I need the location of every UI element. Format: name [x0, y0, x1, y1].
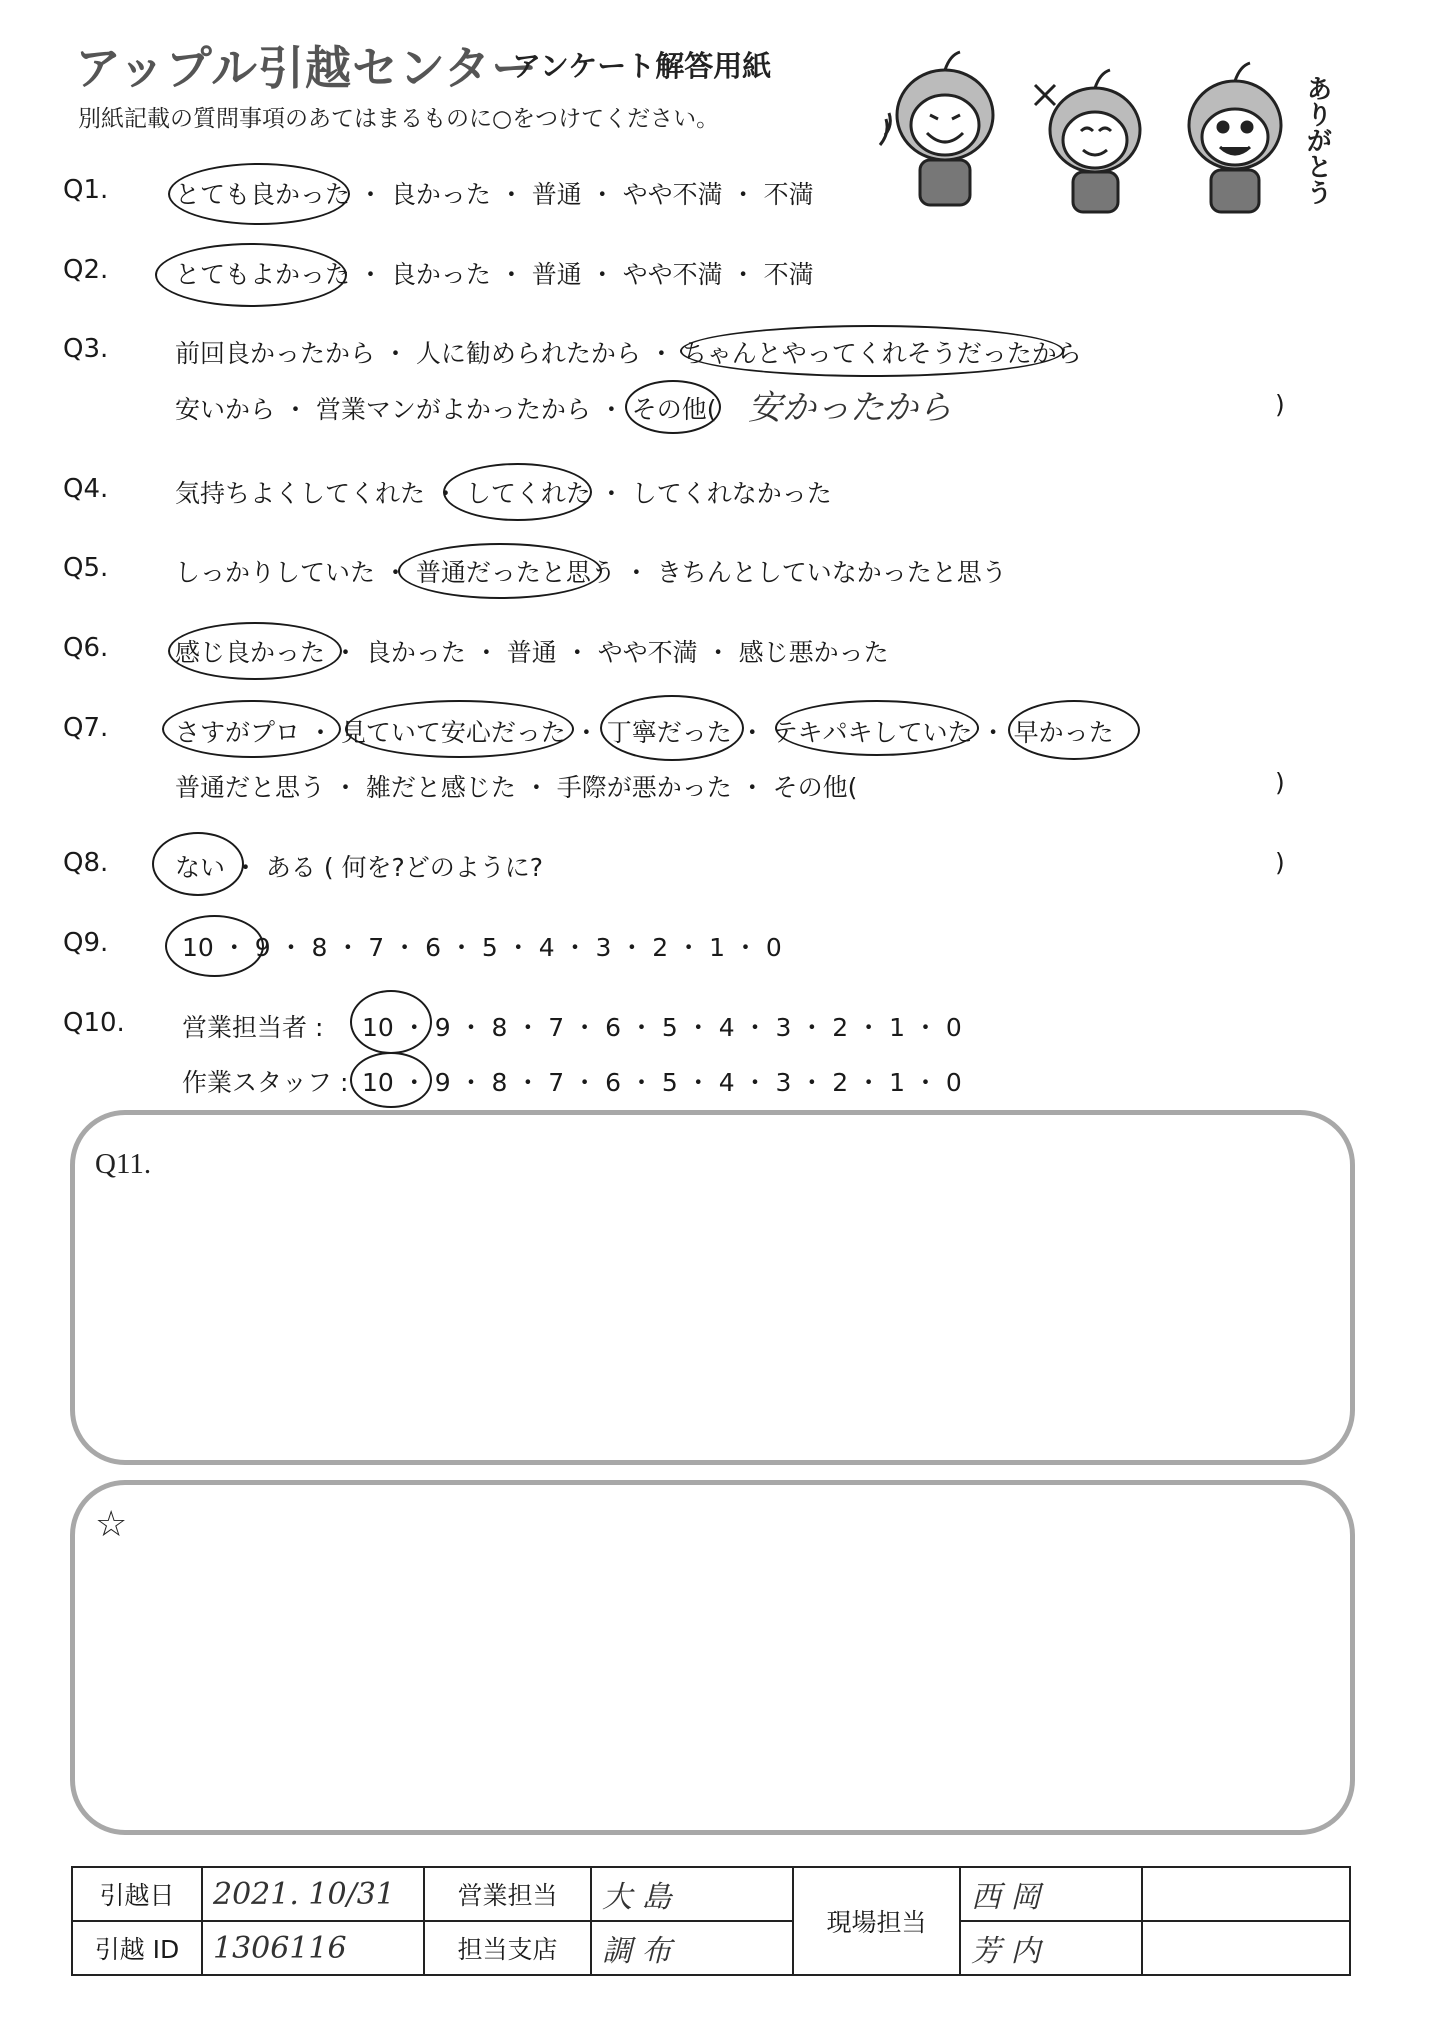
q4-label: Q4. [63, 474, 109, 504]
q2-options: とてもよかった ・ 良かった ・ 普通 ・ やや不満 ・ 不満 [175, 260, 814, 289]
q8-label: Q8. [63, 848, 109, 878]
monkey-mascot-2 [1035, 70, 1140, 212]
branch-value[interactable]: 調 布 [591, 1921, 793, 1975]
q3-options-line1: 前回良かったから ・ 人に勧められたから ・ ちゃんとやってくれそうだったから [175, 339, 1082, 368]
monkey-mascot-3 [1189, 63, 1281, 212]
site-rep-label: 現場担当 [793, 1867, 960, 1975]
q6-options: 感じ良かった ・ 良かった ・ 普通 ・ やや不満 ・ 感じ悪かった [175, 638, 889, 667]
q3-handwritten-answer: 安かったから [748, 388, 952, 428]
q5-label: Q5. [63, 553, 109, 583]
q8-answer-circle[interactable] [152, 832, 244, 896]
q3-answer-circle-2[interactable] [625, 380, 721, 434]
q7-answer-circle-5[interactable] [1008, 700, 1140, 760]
q7-options-line1: さすがプロ ・ 見ていて安心だった ・ 丁寧だった ・ テキパキしていた ・ 早かった [175, 718, 1114, 747]
q10-label: Q10. [63, 1008, 125, 1038]
q5-options: しっかりしていた ・ 普通だったと思う ・ きちんとしていなかったと思う [175, 558, 1007, 587]
q3-answer-circle-1[interactable] [680, 325, 1064, 377]
sales-rep-label: 営業担当 [424, 1867, 591, 1921]
site-rep-extra-2[interactable] [1142, 1921, 1350, 1975]
q7-label: Q7. [63, 713, 109, 743]
q10-sales-label: 営業担当者 : [182, 1013, 324, 1042]
move-date-value[interactable]: 2021. 10/31 [202, 1867, 424, 1921]
mascot-illustration [885, 45, 1332, 215]
form-subtitle: アンケート解答用紙 [512, 49, 772, 83]
site-rep-value-2[interactable]: 芳 内 [960, 1921, 1142, 1975]
site-rep-value-1[interactable]: 西 岡 [960, 1867, 1142, 1921]
move-id-label: 引越 ID [72, 1921, 202, 1975]
q7-options-line2: 普通だと思う ・ 雑だと感じた ・ 手際が悪かった ・ その他( [175, 773, 858, 802]
q10-staff-answer-circle[interactable] [350, 1052, 432, 1108]
thanks-text: ありがとう [1302, 75, 1332, 205]
instruction-text: 別紙記載の質問事項のあてはまるものに○をつけてください。 [78, 106, 720, 132]
q5-answer-circle[interactable] [398, 543, 602, 599]
q10-staff-scale: 10 ・ 9 ・ 8 ・ 7 ・ 6 ・ 5 ・ 4 ・ 3 ・ 2 ・ 1 ・ 0 [362, 1068, 962, 1097]
q4-options: 気持ちよくしてくれた ・ してくれた ・ してくれなかった [175, 479, 832, 508]
q6-answer-circle[interactable] [168, 622, 342, 680]
site-rep-extra-1[interactable] [1142, 1867, 1350, 1921]
q7-answer-circle-4[interactable] [775, 700, 979, 756]
star-comment-box[interactable] [70, 1480, 1355, 1835]
q1-options: とても良かった ・ 良かった ・ 普通 ・ やや不満 ・ 不満 [175, 180, 814, 209]
form-title: アップル引越センター [75, 41, 539, 95]
sales-rep-value[interactable]: 大 島 [591, 1867, 793, 1921]
star-label: ☆ [95, 1504, 128, 1544]
q9-label: Q9. [63, 928, 109, 958]
q9-options: 10 ・ 9 ・ 8 ・ 7 ・ 6 ・ 5 ・ 4 ・ 3 ・ 2 ・ 1 ・ 0 [182, 933, 782, 962]
q8-close-paren: ) [1275, 848, 1285, 877]
branch-label: 担当支店 [424, 1921, 591, 1975]
q3-options-line2: 安いから ・ 営業マンがよかったから ・ その他( [175, 395, 717, 424]
q4-answer-circle[interactable] [443, 463, 592, 521]
footer-info-table [71, 1866, 1351, 1976]
q7-answer-circle-3[interactable] [600, 695, 744, 761]
q7-answer-circle-1[interactable] [162, 700, 341, 758]
q11-label: Q11. [95, 1148, 152, 1180]
q2-label: Q2. [63, 255, 109, 285]
q7-answer-circle-2[interactable] [345, 700, 574, 758]
q10-sales-answer-circle[interactable] [350, 990, 432, 1054]
q9-answer-circle[interactable] [165, 915, 264, 977]
q3-close-paren: ) [1275, 390, 1285, 419]
q10-staff-label: 作業スタッフ : [182, 1068, 349, 1097]
q8-options: ない ・ ある ( 何を?どのように? [175, 853, 544, 882]
q1-answer-circle[interactable] [168, 163, 350, 225]
move-date-label: 引越日 [72, 1867, 202, 1921]
q1-label: Q1. [63, 175, 109, 205]
q7-close-paren: ) [1275, 768, 1285, 797]
q3-label: Q3. [63, 334, 109, 364]
q10-sales-scale: 10 ・ 9 ・ 8 ・ 7 ・ 6 ・ 5 ・ 4 ・ 3 ・ 2 ・ 1 ・ 0 [362, 1013, 962, 1042]
q6-label: Q6. [63, 633, 109, 663]
q2-answer-circle[interactable] [155, 243, 347, 307]
move-id-value[interactable]: 1306116 [202, 1921, 424, 1975]
q11-comment-box[interactable] [70, 1110, 1355, 1465]
monkey-mascot-1 [880, 52, 993, 205]
